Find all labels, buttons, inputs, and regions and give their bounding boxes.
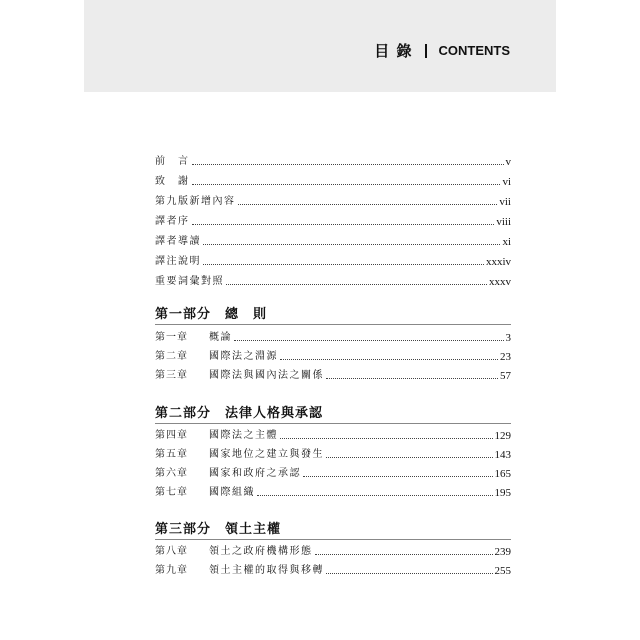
leader-dots	[192, 164, 504, 165]
chapter-entry[interactable]	[155, 328, 511, 344]
chapter-title: 領土之政府機構形態	[209, 546, 313, 557]
page-title	[374, 40, 510, 61]
title-zh: 目 錄	[374, 42, 413, 60]
chapter-number: 第九章	[155, 565, 188, 576]
entry-label: 譯者序	[155, 216, 190, 227]
toc-entry[interactable]	[155, 172, 511, 188]
part-rule	[155, 423, 511, 424]
entry-page: xi	[502, 236, 511, 248]
chapter-title: 國際法與國內法之關係	[209, 370, 324, 381]
toc-entry[interactable]	[155, 212, 511, 228]
chapter-page: 23	[500, 351, 511, 363]
chapter-title: 領土主權的取得與移轉	[209, 565, 324, 576]
toc-entry[interactable]	[155, 152, 511, 168]
toc-entry[interactable]	[155, 272, 511, 288]
chapter-entry[interactable]	[155, 366, 511, 382]
chapter-entry[interactable]	[155, 542, 511, 558]
part-rule	[155, 539, 511, 540]
toc-entry[interactable]	[155, 192, 511, 208]
chapter-entry[interactable]	[155, 445, 511, 461]
entry-page: xxxv	[489, 276, 511, 288]
toc-entry[interactable]	[155, 232, 511, 248]
chapter-number: 第二章	[155, 351, 188, 362]
chapter-entry[interactable]	[155, 347, 511, 363]
entry-page: viii	[496, 216, 511, 228]
chapter-page: 165	[494, 468, 511, 480]
chapter-entry[interactable]	[155, 561, 511, 577]
chapter-page: 129	[494, 430, 511, 442]
entry-page: vii	[499, 196, 511, 208]
title-en: CONTENTS	[438, 43, 510, 58]
chapter-entry[interactable]	[155, 426, 511, 442]
chapter-number: 第七章	[155, 487, 188, 498]
part-heading	[155, 518, 281, 537]
entry-label: 致 謝	[155, 176, 190, 187]
toc-entry[interactable]	[155, 252, 511, 268]
leader-dots	[203, 264, 484, 265]
entry-page: v	[505, 156, 511, 168]
leader-dots	[257, 495, 493, 496]
chapter-title: 概論	[209, 332, 232, 343]
chapter-number: 第一章	[155, 332, 188, 343]
part-label: 第一部分	[155, 307, 212, 322]
part-heading	[155, 402, 323, 421]
part-heading	[155, 303, 267, 322]
leader-dots	[192, 184, 501, 185]
leader-dots	[315, 554, 493, 555]
chapter-entry[interactable]	[155, 483, 511, 499]
chapter-number: 第四章	[155, 430, 188, 441]
title-divider	[425, 44, 427, 58]
entry-page: xxxiv	[485, 256, 511, 268]
chapter-page: 239	[494, 546, 511, 558]
entry-label: 重要詞彙對照	[155, 276, 224, 287]
part-label: 第三部分	[155, 522, 212, 537]
chapter-page: 195	[494, 487, 511, 499]
leader-dots	[280, 359, 498, 360]
chapter-number: 第五章	[155, 449, 188, 460]
leader-dots	[203, 244, 500, 245]
leader-dots	[280, 438, 493, 439]
chapter-page: 143	[494, 449, 511, 461]
entry-label: 第九版新增內容	[155, 196, 236, 207]
chapter-title: 國家和政府之承認	[209, 468, 301, 479]
leader-dots	[226, 284, 487, 285]
leader-dots	[303, 476, 493, 477]
entry-label: 譯者導讀	[155, 236, 201, 247]
chapter-page: 3	[505, 332, 511, 344]
part-rule	[155, 324, 511, 325]
leader-dots	[326, 457, 493, 458]
part-title: 法律人格與承認	[225, 406, 324, 421]
leader-dots	[238, 204, 498, 205]
part-label: 第二部分	[155, 406, 212, 421]
leader-dots	[326, 378, 498, 379]
chapter-title: 國際組織	[209, 487, 255, 498]
part-title: 總 則	[225, 307, 268, 322]
chapter-page: 255	[494, 565, 511, 577]
part-title: 領土主權	[225, 522, 282, 537]
chapter-number: 第六章	[155, 468, 188, 479]
chapter-title: 國家地位之建立與發生	[209, 449, 324, 460]
chapter-page: 57	[500, 370, 511, 382]
leader-dots	[326, 573, 493, 574]
entry-label: 譯注說明	[155, 256, 201, 267]
entry-page: vi	[502, 176, 511, 188]
leader-dots	[192, 224, 495, 225]
chapter-title: 國際法之淵源	[209, 351, 278, 362]
leader-dots	[234, 340, 504, 341]
chapter-number: 第八章	[155, 546, 188, 557]
entry-label: 前 言	[155, 156, 190, 167]
chapter-title: 國際法之主體	[209, 430, 278, 441]
chapter-entry[interactable]	[155, 464, 511, 480]
chapter-number: 第三章	[155, 370, 188, 381]
